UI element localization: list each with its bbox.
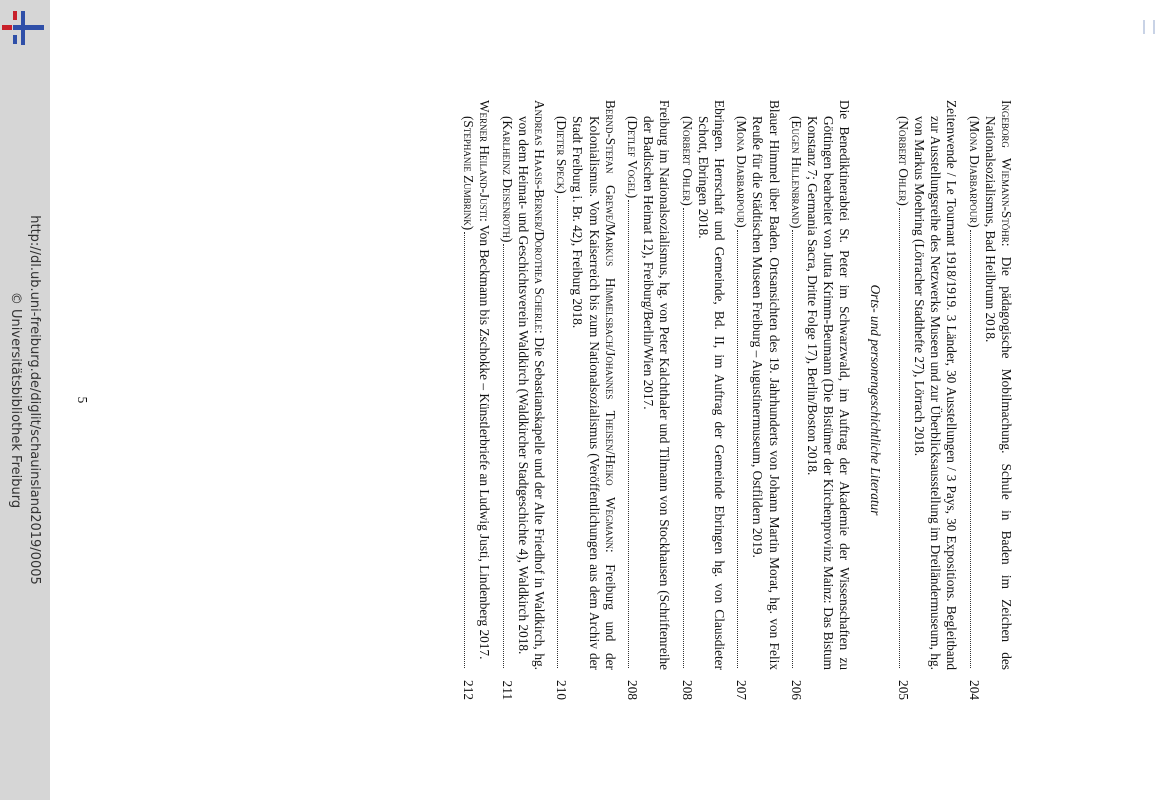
entry-page-number: 211: [499, 680, 515, 700]
toc-entry: [788, 100, 853, 700]
entry-author: Ingeborg Wiemann-Stöhr: [999, 100, 1014, 243]
reviewer-line: [460, 100, 476, 670]
entry-text: [569, 100, 618, 670]
entry-reviewer: (Norbert Ohler): [679, 116, 695, 206]
entry-text: [515, 100, 547, 670]
entry-text: [640, 100, 672, 670]
entry-reviewer: (Norbert Ohler): [895, 116, 911, 206]
entry-text: [476, 100, 492, 670]
toc-entry: [498, 100, 547, 700]
entry-page-number: 208: [624, 680, 640, 700]
source-info: [6, 215, 44, 585]
toc-entry: [624, 100, 673, 700]
reviewer-line: [788, 100, 804, 670]
entry-title: Freiburg im Nationalsozialismus, hg. von Peter Kalchthaler und Tilmann von Stockhausen (Schriftenreihe der Badischen Heimat 12), Freiburg/Berlin/Wien 2017.: [641, 100, 673, 670]
entry-text: [982, 100, 1014, 670]
entry-reviewer: (Detlef Vogel): [624, 116, 640, 199]
entry-page-number: 208: [679, 680, 695, 700]
library-logo-icon: [2, 8, 44, 48]
leader-dots: [503, 244, 504, 668]
entry-title: Ebringen. Herrschaft und Gemeinde, Bd. II, im Auftrag der Gemeinde Ebringen hg. von Clausdieter Schott, Ebringen 2018.: [695, 100, 727, 670]
entries-top: [895, 100, 1014, 700]
leader-dots: [792, 230, 793, 668]
toc-entry: [553, 100, 618, 700]
reviewer-line: [553, 100, 569, 670]
entry-page-number: 212: [461, 680, 477, 700]
leader-dots: [970, 230, 971, 668]
entry-reviewer: (Eugen Hillenbrand): [788, 116, 804, 229]
corner-mark-icon: [1143, 20, 1155, 34]
entry-page-number: 210: [554, 680, 570, 700]
entry-page-number: 205: [895, 680, 911, 700]
entry-text: [749, 100, 781, 670]
entry-author: Andreas Haasis-Berner/Dorothea Scherle: [531, 100, 547, 330]
entry-reviewer: (Mona Djabbarpour): [966, 116, 982, 228]
entry-text: [695, 100, 727, 670]
toc-entry: [965, 100, 1014, 700]
entry-author: Werner Heiland-Justi: [477, 100, 493, 219]
reviewer-line: [498, 100, 514, 670]
toc-entry: [733, 100, 782, 700]
entry-title: : Von Beckmann bis Zschokke – Künstlerbriefe an Ludwig Justi, Lindenberg 2017.: [477, 218, 493, 660]
entry-page-number: 206: [788, 680, 804, 700]
source-url[interactable]: http://dl.ub.uni-freiburg.de/diglit/schauinsland2019/0005: [27, 215, 42, 585]
entry-title: : Die pädagogische Mobilmachung. Schule in Baden im Zeichen des Nationalsozialismus, Bad Heilbrunn 2018.: [982, 116, 1014, 670]
entry-title: Zeitenwende / Le Tournant 1918/1919. 3 Länder, 30 Ausstellungen / 3 Pays, 30 Expositions. Begleitband zur Ausstellungsreihe des Netzwerks Museen und zur Überblicksausstellung im Dreiländermuseum, hg. von Markus Moehring (Lörracher Stadthefte 27), Lörrach 2018.: [911, 100, 960, 670]
entry-text: [804, 100, 853, 670]
leader-dots: [899, 208, 900, 668]
entry-page-number: 207: [734, 680, 750, 700]
reviewer-line: [678, 100, 694, 670]
leader-dots: [464, 232, 465, 668]
entry-title: : Freiburg und der Kolonialismus. Vom Kaiserreich bis zum Nationalsozialismus (Veröffentlichungen aus dem Archiv der Stadt Freiburg i. Br. 42), Freiburg 2018.: [570, 116, 618, 670]
copyright-notice: © Universitätsbibliothek Freiburg: [8, 291, 23, 509]
entries-bottom: [460, 100, 852, 700]
page-number: 5: [75, 396, 91, 404]
entry-title: : Die Sebastianskapelle und der Alte Friedhof in Waldkirch, hg. von dem Heimat- und Geschichtsverein Waldkirch (Waldkircher Stadtgeschichte 4), Waldkirch 2018.: [515, 116, 547, 671]
reviewer-line: [965, 100, 981, 670]
entry-reviewer: (Mona Djabbarpour): [734, 116, 750, 228]
entry-title: Die Benediktinerabtei St. Peter im Schwarzwald, im Auftrag der Akademie der Wissenschaften zu Göttingen bearbeitet von Jutta Krimm-Beumann (Die Bistümer der Kirchenprovinz Mainz: Das Bistum Konstanz 7; Germania Sacra, Dritte Folge 17), Berlin/Boston 2018.: [804, 100, 853, 670]
toc-entry: [678, 100, 727, 700]
entry-reviewer: (Dieter Speck): [554, 116, 570, 194]
leader-dots: [683, 208, 684, 668]
entry-title: Blauer Himmel über Baden. Ortsansichten des 19. Jahrhunderts von Johann Martin Morat, hg. von Felix Reuße für die Städtischen Museen Freiburg – Augustinermuseum, Ostfildern 2019.: [750, 100, 782, 670]
entry-author: Bernd-Stefan Grewe/Markus Himmelsbach/Johannes Theisen/Heiko Wegmann: [602, 100, 618, 550]
entry-text: [911, 100, 960, 670]
scanned-page: [75, 100, 1014, 700]
entry-reviewer: (Karlheinz Deisenroth): [499, 116, 515, 243]
toc-entry: [895, 100, 960, 700]
viewer-sidebar: [0, 0, 50, 800]
reviewer-line: [733, 100, 749, 670]
entry-reviewer: (Stephanie Zumbrink): [461, 116, 477, 231]
reviewer-line: [624, 100, 640, 670]
leader-dots: [557, 196, 558, 668]
reviewer-line: [895, 100, 911, 670]
section-heading: Orts- und personengeschichtliche Literatur: [867, 284, 883, 516]
toc-entry: [460, 100, 492, 700]
entry-page-number: 204: [966, 680, 982, 700]
leader-dots: [628, 200, 629, 668]
leader-dots: [737, 230, 738, 668]
